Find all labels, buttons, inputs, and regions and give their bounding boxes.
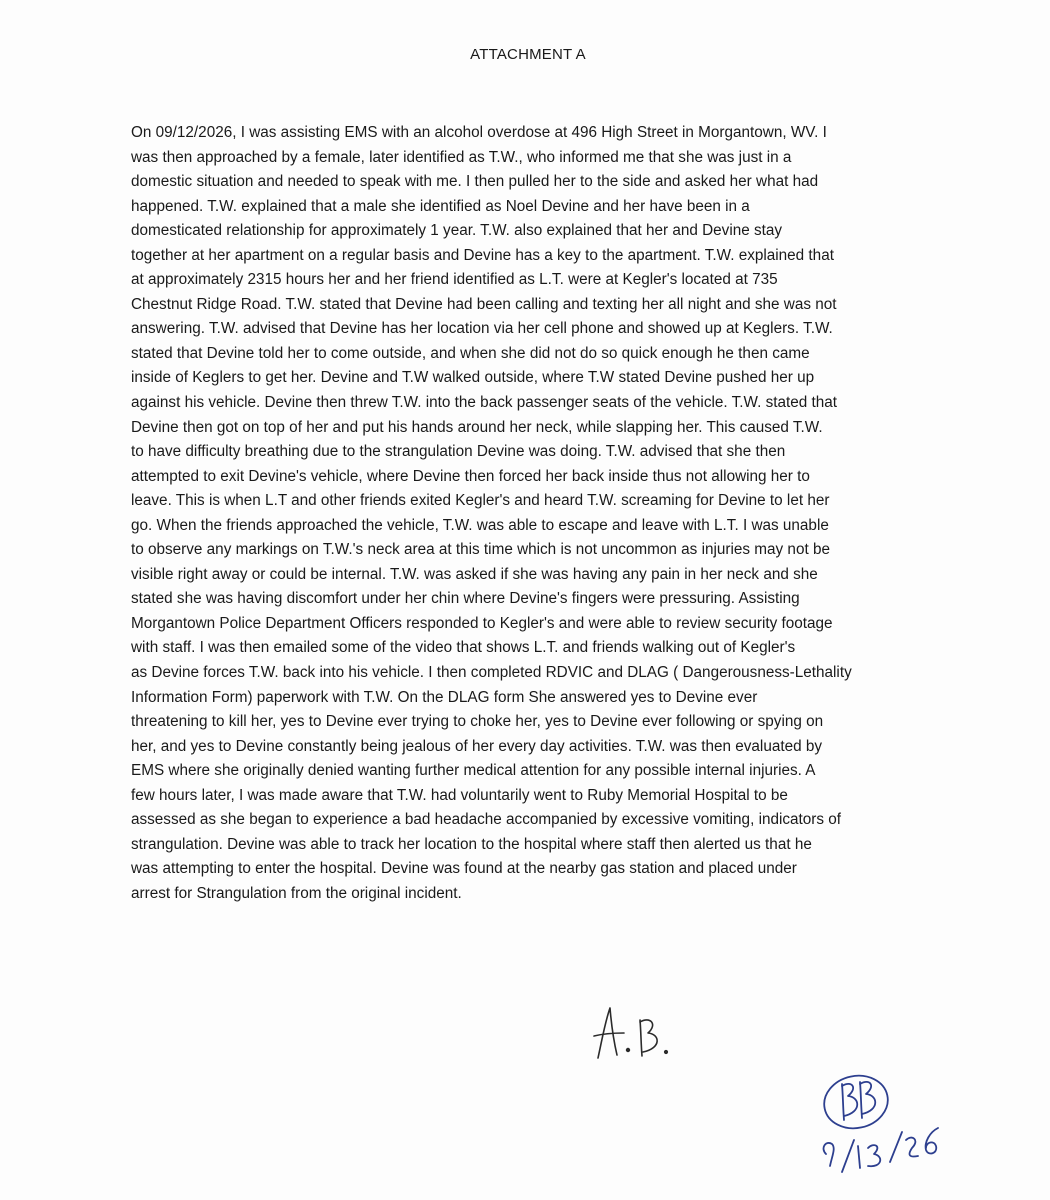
report-line: at approximately 2315 hours her and her friend identified as L.T. were at Kegler's located at 735 <box>131 271 778 289</box>
handwritten-signature <box>590 1000 680 1070</box>
initials-date-stamp <box>812 1062 952 1192</box>
report-line: On 09/12/2026, I was assisting EMS with an alcohol overdose at 496 High Street in Morgantown, WV. I <box>131 124 827 141</box>
report-line: to have difficulty breathing due to the strangulation Devine was doing. T.W. advised that she then <box>131 443 786 461</box>
report-line: stated she was having discomfort under her chin where Devine's fingers were pressuring. Assisting <box>131 590 800 608</box>
report-line: attempted to exit Devine's vehicle, where Devine then forced her back inside thus not allowing her to <box>131 467 810 485</box>
report-line: was attempting to enter the hospital. Devine was found at the nearby gas station and placed under <box>131 860 797 878</box>
report-line: happened. T.W. explained that a male she identified as Noel Devine and her have been in a <box>131 197 750 215</box>
report-line: together at her apartment on a regular basis and Devine has a key to the apartment. T.W. explained that <box>131 246 834 264</box>
report-line: leave. This is when L.T and other friends exited Kegler's and heard T.W. screaming for Devine to let her <box>131 492 830 510</box>
report-line: was then approached by a female, later identified as T.W., who informed me that she was just in a <box>131 148 792 166</box>
report-line: domestic situation and needed to speak with me. I then pulled her to the side and asked her what had <box>131 173 819 191</box>
report-line: answering. T.W. advised that Devine has her location via her cell phone and showed up at Keglers. T.W. <box>131 320 833 338</box>
report-line: stated that Devine told her to come outside, and when she did not do so quick enough he then came <box>131 344 810 362</box>
report-line: Chestnut Ridge Road. T.W. stated that Devine had been calling and texting her all night and she was not <box>131 295 837 313</box>
report-line: go. When the friends approached the vehicle, T.W. was able to escape and leave with L.T. I was unable <box>131 516 829 534</box>
report-line: against his vehicle. Devine then threw T.W. into the back passenger seats of the vehicle. T.W. stated that <box>131 394 838 412</box>
report-line: inside of Keglers to get her. Devine and T.W walked outside, where T.W stated Devine pushed her up <box>131 369 815 387</box>
report-line: threatening to kill her, yes to Devine ever trying to choke her, yes to Devine ever following or spying on <box>131 713 824 731</box>
report-line: Information Form) paperwork with T.W. On the DLAG form She answered yes to Devine ever <box>131 688 758 706</box>
report-body <box>131 121 931 907</box>
report-line: strangulation. Devine was able to track her location to the hospital where staff then alerted us that he <box>131 835 812 853</box>
report-line: to observe any markings on T.W.'s neck area at this time which is not uncommon as injuries may not be <box>131 541 830 559</box>
document-title: ATTACHMENT A <box>470 46 586 63</box>
report-line: arrest for Strangulation from the original incident. <box>131 884 462 902</box>
report-line: EMS where she originally denied wanting further medical attention for any possible internal injuries. A <box>131 762 816 780</box>
report-line: domesticated relationship for approximately 1 year. T.W. also explained that her and Devine stay <box>131 222 783 240</box>
report-line: few hours later, I was made aware that T.W. had voluntarily went to Ruby Memorial Hospital to be <box>131 786 788 804</box>
report-line: visible right away or could be internal. T.W. was asked if she was having any pain in her neck and she <box>131 565 818 583</box>
report-line: as Devine forces T.W. back into his vehicle. I then completed RDVIC and DLAG ( Dangerousness-Lethality <box>131 664 852 682</box>
report-line: assessed as she began to experience a bad headache accompanied by excessive vomiting, indicators of <box>131 811 842 829</box>
report-line: Morgantown Police Department Officers responded to Kegler's and were able to review security footage <box>131 614 833 632</box>
report-line: her, and yes to Devine constantly being jealous of her every day activities. T.W. was then evaluated by <box>131 737 823 755</box>
report-line: with staff. I was then emailed some of the video that shows L.T. and friends walking out of Kegler's <box>131 639 796 657</box>
report-line: Devine then got on top of her and put his hands around her neck, while slapping her. This caused T.W. <box>131 418 823 436</box>
